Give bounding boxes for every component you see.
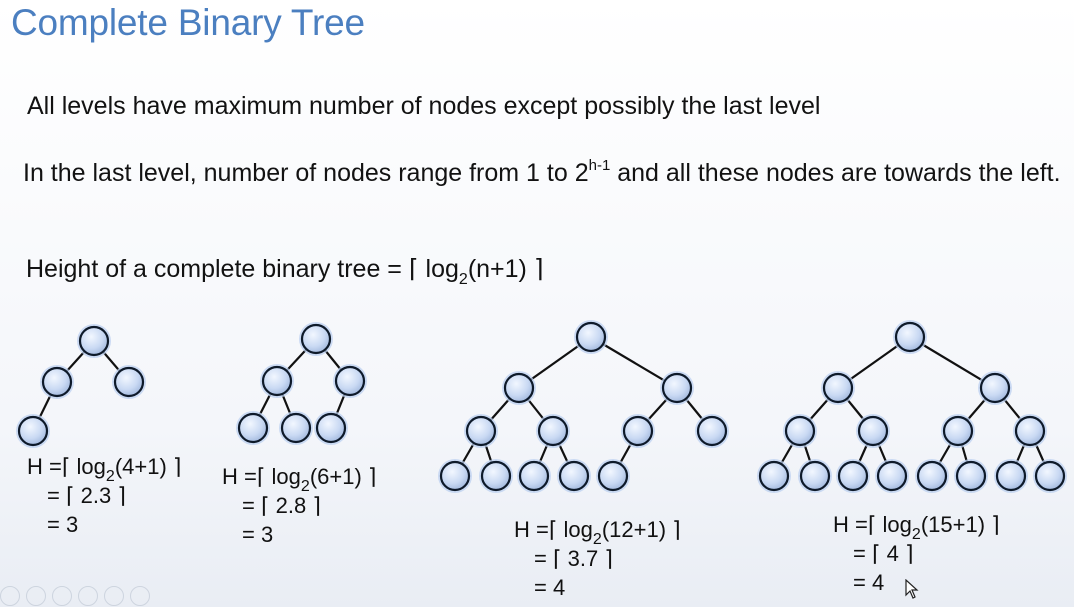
mouse-pointer-icon bbox=[905, 579, 919, 599]
calc-line-2: = ⌈ 3.7 ⌉ bbox=[534, 546, 613, 571]
tree-node bbox=[239, 414, 267, 442]
slides-icon[interactable] bbox=[78, 586, 98, 606]
tree-node bbox=[760, 462, 788, 490]
tree-node bbox=[336, 367, 364, 395]
calc-h: H =⌈ log bbox=[222, 464, 301, 489]
tree-node bbox=[282, 414, 310, 442]
tree-node bbox=[115, 368, 143, 396]
tree-node bbox=[1016, 417, 1044, 445]
tree-2 bbox=[236, 322, 367, 445]
tree-3 bbox=[438, 320, 729, 493]
previous-icon[interactable] bbox=[0, 586, 20, 606]
tree-node bbox=[482, 462, 510, 490]
last-level-text-end: and all these nodes are towards the left. bbox=[610, 159, 1061, 187]
tree-node bbox=[539, 417, 567, 445]
calc-sub: 2 bbox=[911, 526, 921, 543]
tree-node bbox=[981, 374, 1009, 402]
height-calc-tree-3 bbox=[514, 515, 681, 602]
tree-node bbox=[19, 417, 47, 445]
more-icon[interactable] bbox=[130, 586, 150, 606]
height-formula-text: Height of a complete binary tree = ⌈ log bbox=[26, 255, 459, 283]
calc-line-3: = 3 bbox=[47, 512, 79, 537]
calc-line-1 bbox=[27, 454, 182, 485]
tree-node bbox=[505, 374, 533, 402]
last-level-text: In the last level, number of nodes range from 1 to 2 bbox=[23, 159, 589, 187]
tree-node bbox=[80, 327, 108, 355]
calc-line-1 bbox=[222, 464, 377, 495]
tree-node bbox=[263, 367, 291, 395]
slide-toolbar[interactable] bbox=[0, 586, 150, 606]
tree-node bbox=[577, 323, 605, 351]
tree-node bbox=[957, 462, 985, 490]
height-calc-tree-2 bbox=[222, 462, 376, 549]
definition-line: All levels have maximum number of nodes except possibly the last level bbox=[27, 92, 821, 120]
tree-node bbox=[560, 462, 588, 490]
calc-arg: (4+1) ⌉ bbox=[114, 454, 182, 479]
tree-node bbox=[43, 368, 71, 396]
tree-node bbox=[824, 374, 852, 402]
log-base: 2 bbox=[458, 271, 468, 288]
slide-title: Complete Binary Tree bbox=[11, 2, 365, 43]
calc-sub: 2 bbox=[592, 531, 602, 548]
calc-line-2: = ⌈ 2.8 ⌉ bbox=[242, 493, 321, 518]
tree-node bbox=[520, 462, 548, 490]
tree-node bbox=[786, 417, 814, 445]
calc-line-2: = ⌈ 4 ⌉ bbox=[853, 541, 914, 566]
pen-icon[interactable] bbox=[52, 586, 72, 606]
tree-node bbox=[663, 374, 691, 402]
tree-node bbox=[878, 462, 906, 490]
calc-sub: 2 bbox=[300, 478, 310, 495]
tree-node bbox=[997, 462, 1025, 490]
tree-node bbox=[918, 462, 946, 490]
tree-node bbox=[441, 462, 469, 490]
tree-node bbox=[801, 462, 829, 490]
calc-h: H =⌈ log bbox=[27, 454, 106, 479]
exponent: h-1 bbox=[588, 157, 611, 174]
calc-line-2: = ⌈ 2.3 ⌉ bbox=[47, 483, 126, 508]
tree-node bbox=[624, 417, 652, 445]
tree-node bbox=[467, 417, 495, 445]
tree-node bbox=[302, 325, 330, 353]
calc-h: H =⌈ log bbox=[514, 517, 593, 542]
tree-4 bbox=[757, 320, 1067, 493]
calc-line-3: = 3 bbox=[242, 522, 274, 547]
calc-arg: (15+1) ⌉ bbox=[920, 512, 1000, 537]
calc-line-1 bbox=[833, 512, 1000, 543]
tree-node bbox=[896, 323, 924, 351]
height-formula-end: (n+1) ⌉ bbox=[467, 255, 544, 283]
tree-node bbox=[317, 414, 345, 442]
calc-line-1 bbox=[514, 517, 681, 548]
calc-line-3: = 4 bbox=[534, 575, 566, 600]
calc-line-3: = 4 bbox=[853, 570, 885, 595]
tree-node bbox=[698, 417, 726, 445]
tree-node bbox=[859, 417, 887, 445]
zoom-icon[interactable] bbox=[104, 586, 124, 606]
tree-node bbox=[599, 462, 627, 490]
tree-node bbox=[1036, 462, 1064, 490]
tree-node bbox=[944, 417, 972, 445]
calc-sub: 2 bbox=[105, 468, 115, 485]
play-icon[interactable] bbox=[26, 586, 46, 606]
calc-arg: (6+1) ⌉ bbox=[309, 464, 377, 489]
tree-node bbox=[839, 462, 867, 490]
height-calc-tree-1 bbox=[27, 452, 181, 539]
calc-arg: (12+1) ⌉ bbox=[601, 517, 681, 542]
tree-1 bbox=[16, 324, 146, 448]
calc-h: H =⌈ log bbox=[833, 512, 912, 537]
